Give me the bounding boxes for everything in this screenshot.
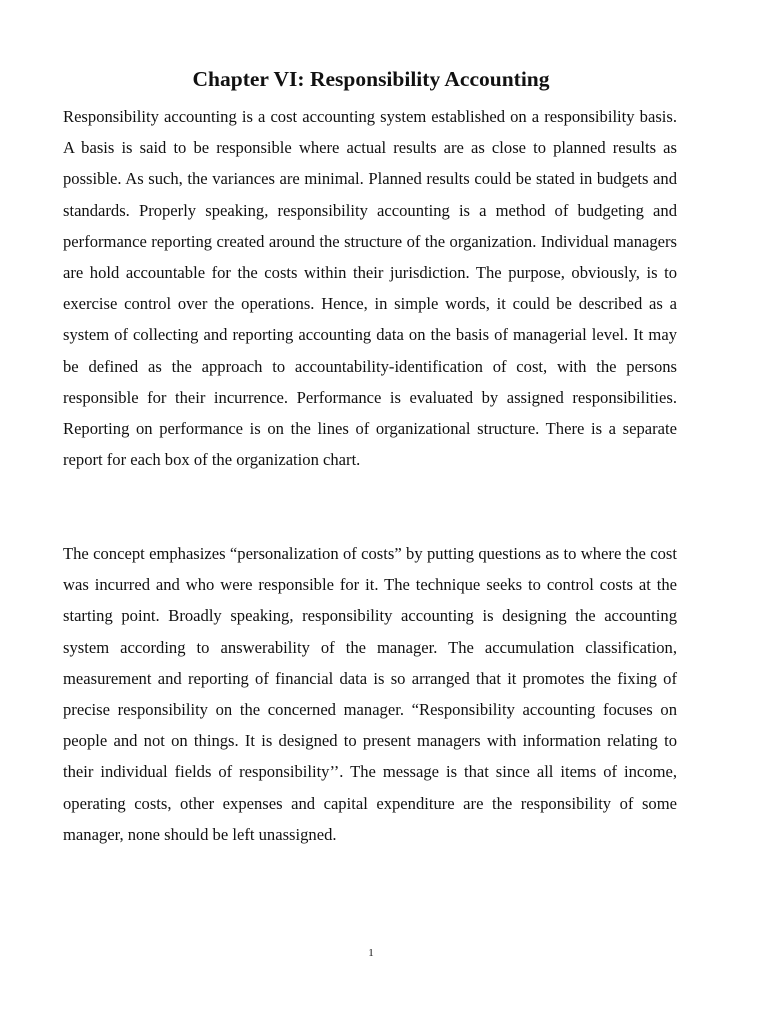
body-paragraph-2: The concept emphasizes “personalization of costs” by putting questions as to where the cost was incurred and who were responsible for it. The technique seeks to control costs at the starting point. Broadly speaking, responsibility accounting is designing the accounting system according to answerability of the manager. The accumulation classification, measurement and reporting of financial data is so arranged that it promotes the fixing of precise responsibility on the concerned manager. “Responsibility accounting focuses on people and not on things. It is designed to present managers with information relating to their individual fields of responsibility’’. The message is that since all items of income, operating costs, other expenses and capital expenditure are the responsibility of some manager, none should be left unassigned.: [63, 544, 677, 844]
page-number: 1: [368, 947, 374, 959]
body-paragraph-1: Responsibility accounting is a cost accounting system established on a responsibility basis. A basis is said to be responsible where actual results are as close to planned results as possible. As such, the variances are minimal. Planned results could be stated in budgets and standards. Properly speaking, responsibility accounting is a method of budgeting and performance reporting created around the structure of the organization. Individual managers are hold accountable for the costs within their jurisdiction. The purpose, obviously, is to exercise control over the operations. Hence, in simple words, it could be described as a system of collecting and reporting accounting data on the basis of managerial level. It may be defined as the approach to accountability-identification of cost, with the persons responsible for their incurrence. Performance is evaluated by assigned responsibilities. Reporting on performance is on the lines of organizational structure. There is a separate report for each box of the organization chart.: [63, 107, 677, 470]
chapter-title: Chapter VI: Responsibility Accounting: [192, 67, 550, 91]
